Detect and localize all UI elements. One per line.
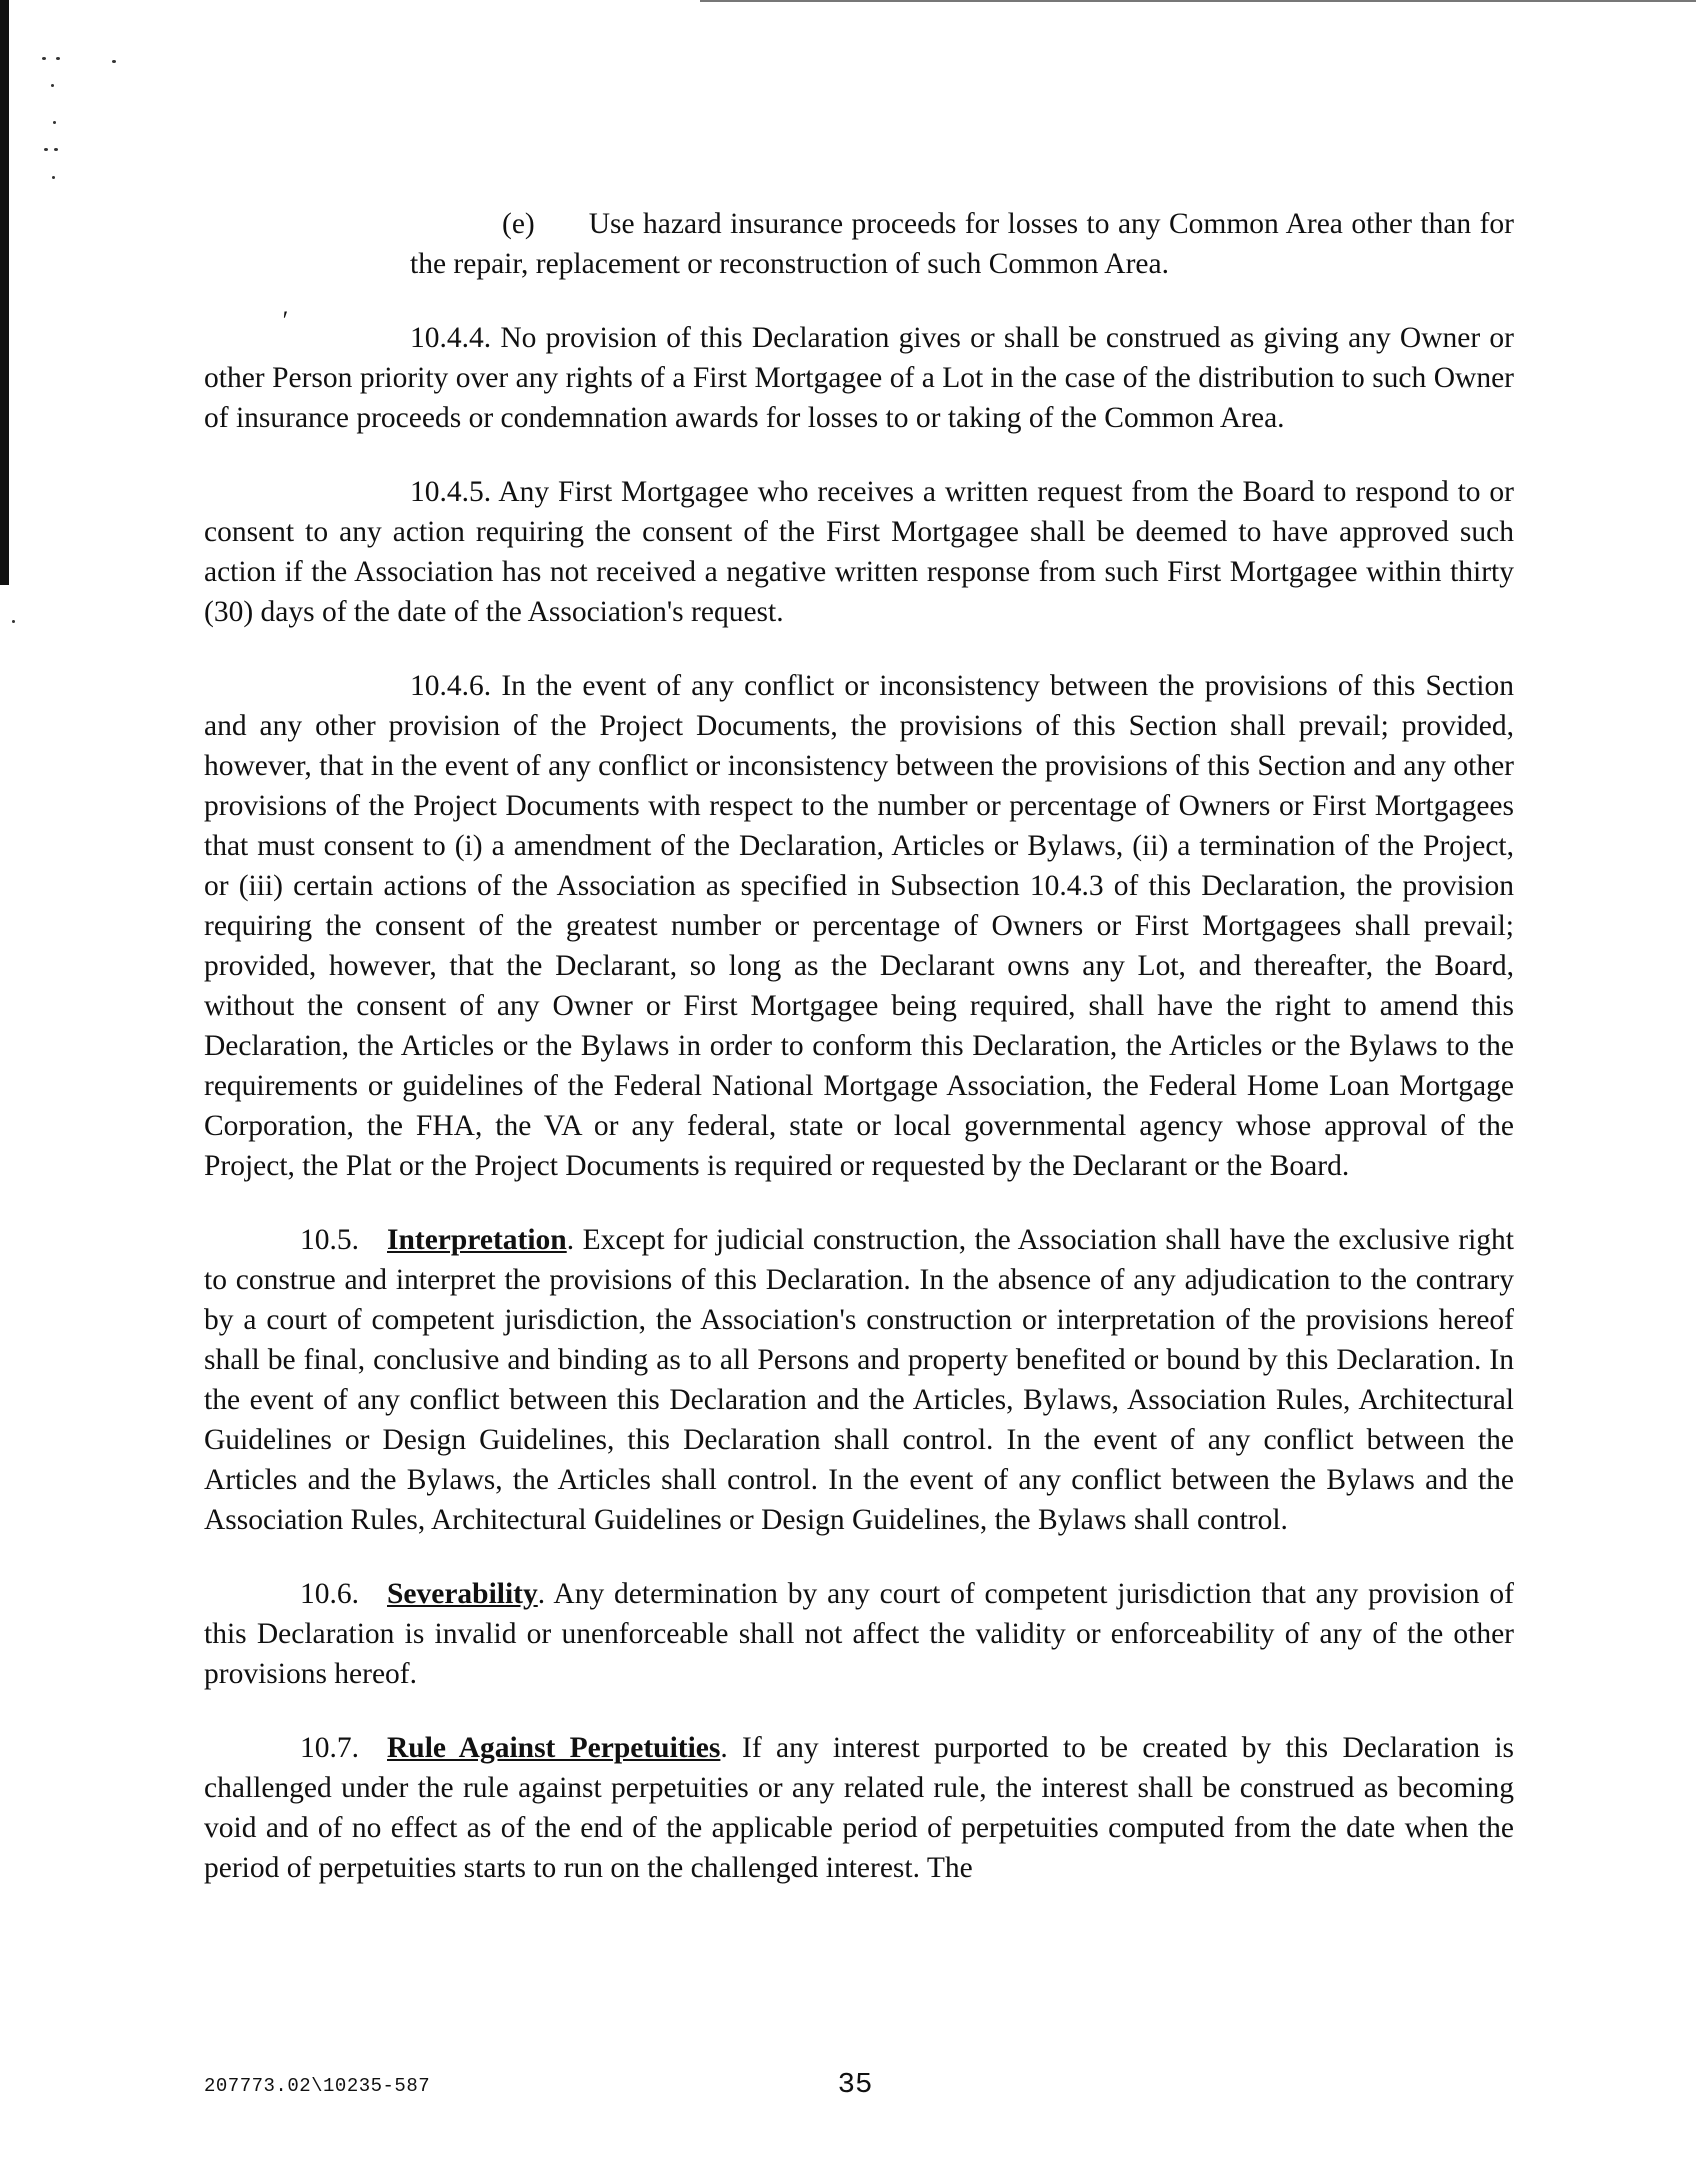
- section-10-5: [204, 1220, 1514, 1540]
- section-text: . Any determination by any court of competent jurisdiction that any provision of this Declaration is invalid or unenforceable shall not affect the validity or enforceability of any of the other provisions hereof.: [204, 1578, 1514, 1690]
- paragraph-10-4-4: 10.4.4. No provision of this Declaration gives or shall be construed as giving any Owner or other Person priority over any rights of a First Mortgagee of a Lot in the case of the distribution to such Owner of insurance proceeds or condemnation awards for losses to or taking of the Common Area.: [204, 322, 1514, 434]
- section-number: 10.7.: [300, 1732, 359, 1764]
- section-number: 10.5.: [300, 1224, 359, 1256]
- scan-speck: [44, 148, 48, 151]
- section-heading: Interpretation: [387, 1224, 567, 1256]
- footer-document-id: 207773.02\10235-587: [204, 2075, 431, 2097]
- section-text: . If any interest purported to be created by this Declaration is challenged under the rule against perpetuities or any related rule, the interest shall be construed as becoming void and of no effect as of the end of the applicable period of perpetuities computed from the date when the period of perpetuities starts to run on the challenged interest. The: [204, 1732, 1514, 1884]
- section-10-7: [204, 1728, 1514, 1888]
- scan-speck: [54, 148, 58, 151]
- section-heading: Rule Against Perpetuities: [387, 1732, 721, 1764]
- scan-speck: [12, 620, 15, 623]
- section-heading: Severability: [387, 1578, 538, 1610]
- footer-page-number: 35: [837, 2068, 873, 2101]
- section-10-6: [204, 1574, 1514, 1694]
- paragraph-10-4-6: 10.4.6. In the event of any conflict or inconsistency between the provisions of this Section and any other provision of the Project Documents, the provisions of this Section shall prevail; provided, however, that in the event of any conflict or inconsistency between the provisions of this Section and any other provisions of the Project Documents with respect to the number or percentage of Owners or First Mortgagees that must consent to (i) a amendment of the Declaration, Articles or Bylaws, (ii) a termination of the Project, or (iii) certain actions of the Association as specified in Subsection 10.4.3 of this Declaration, the provision requiring the consent of the greatest number or percentage of Owners or First Mortgagees shall prevail; provided, however, that the Declarant, so long as the Declarant owns any Lot, and thereafter, the Board, without the consent of any Owner or First Mortgagee being required, shall have the right to amend this Declaration, the Articles or the Bylaws in order to conform this Declaration, the Articles or the Bylaws to the requirements or guidelines of the Federal National Mortgage Association, the Federal Home Loan Mortgage Corporation, the FHA, the VA or any federal, state or local governmental agency whose approval of the Project, the Plat or the Project Documents is required or requested by the Declarant or the Board.: [204, 670, 1514, 1182]
- scan-speck: [51, 84, 54, 87]
- item-text: Use hazard insurance proceeds for losses to any Common Area other than for the repair, replacement or reconstruction of such Common Area.: [410, 208, 1514, 280]
- scan-speck: [52, 176, 55, 179]
- scan-speck: [56, 57, 60, 60]
- document-body: [204, 204, 1514, 1922]
- scan-speck: [42, 57, 46, 60]
- paragraph-10-4-3-e: [410, 204, 1514, 284]
- item-marker: (e): [502, 208, 535, 240]
- section-text: . Except for judicial construction, the Association shall have the exclusive right to construe and interpret the provisions of this Declaration. In the absence of any adjudication to the contrary by a court of competent jurisdiction, the Association's construction or interpretation of the provisions hereof shall be final, conclusive and binding as to all Persons and property benefited or bound by this Declaration. In the event of any conflict between this Declaration and the Articles, Bylaws, Association Rules, Architectural Guidelines or Design Guidelines, this Declaration shall control. In the event of any conflict between the Articles and the Bylaws, the Articles shall control. In the event of any conflict between the Bylaws and the Association Rules, Architectural Guidelines or Design Guidelines, the Bylaws shall control.: [204, 1224, 1514, 1536]
- scan-speck: [112, 60, 116, 63]
- stray-pen-mark: ′: [281, 306, 287, 335]
- section-number: 10.6.: [300, 1578, 359, 1610]
- paragraph-10-4-5: 10.4.5. Any First Mortgagee who receives a written request from the Board to respond to or consent to any action requiring the consent of the First Mortgagee shall be deemed to have approved such action if the Association has not received a negative written response from such First Mortgagee within thirty (30) days of the date of the Association's request.: [204, 476, 1514, 628]
- scan-speck: [53, 121, 56, 124]
- top-scan-edge: [700, 0, 1696, 2]
- left-scan-edge: [0, 0, 9, 585]
